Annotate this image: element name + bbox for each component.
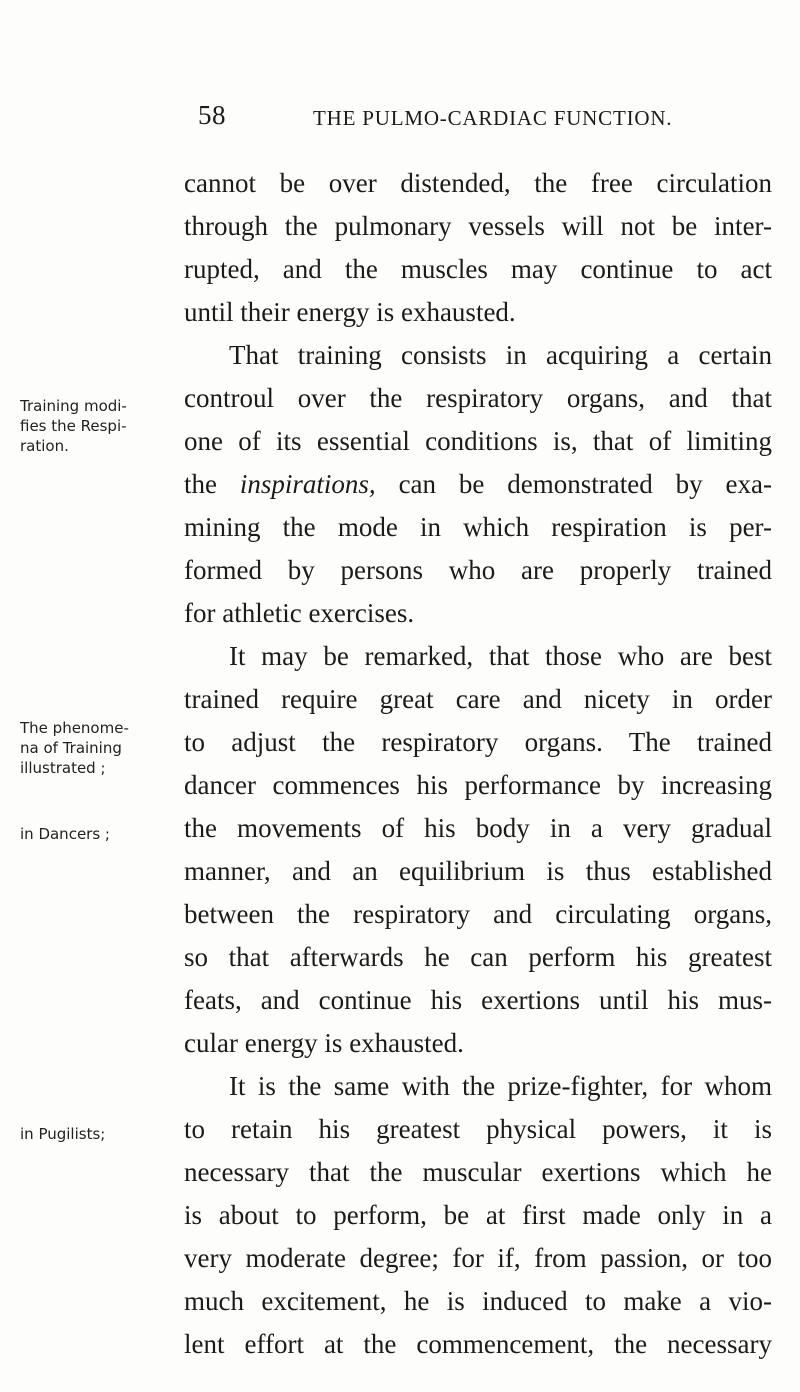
margin-note-dancers bbox=[20, 824, 160, 844]
text-line: to adjust the respiratory organs. The trained bbox=[184, 727, 772, 757]
margin-note-text: in Pugilists; bbox=[20, 1125, 106, 1143]
running-head: THE PULMO-CARDIAC FUNCTION. bbox=[313, 106, 673, 130]
text-line: manner, and an equilibrium is thus established bbox=[184, 856, 772, 886]
text-line: It is the same with the prize-fighter, for whom bbox=[229, 1071, 772, 1101]
margin-note-text: The phenome- na of Training illustrated ; bbox=[20, 719, 129, 777]
text-line: rupted, and the muscles may continue to act bbox=[184, 254, 772, 284]
margin-note-phenomena bbox=[20, 718, 160, 778]
margin-note-text: Training modi- fies the Respi- ration. bbox=[20, 397, 127, 455]
text-line: That training consists in acquiring a certain bbox=[229, 340, 772, 370]
text-line: is about to perform, be at first made only in a bbox=[184, 1200, 772, 1230]
text-line: trained require great care and nicety in order bbox=[184, 684, 772, 714]
text-line: cular energy is exhausted. bbox=[184, 1028, 464, 1058]
text-line: one of its essential conditions is, that of limiting bbox=[184, 426, 772, 456]
italic-term: inspirations, bbox=[239, 469, 376, 499]
margin-note-line bbox=[20, 396, 160, 456]
text-line: through the pulmonary vessels will not be inter- bbox=[184, 211, 772, 241]
margin-note-text: in Dancers ; bbox=[20, 825, 110, 843]
text-line: until their energy is exhausted. bbox=[184, 297, 516, 327]
text-line: to retain his greatest physical powers, it is bbox=[184, 1114, 772, 1144]
text-line: It may be remarked, that those who are best bbox=[229, 641, 772, 671]
text-line: lent effort at the commencement, the necessary bbox=[184, 1329, 772, 1359]
text-line: much excitement, he is induced to make a vio- bbox=[184, 1286, 772, 1316]
text-run: can be demonstrated by exa- bbox=[375, 469, 772, 499]
text-line: mining the mode in which respiration is per- bbox=[184, 512, 772, 542]
margin-note-pugilists bbox=[20, 1124, 160, 1144]
text-line: between the respiratory and circulating organs, bbox=[184, 899, 772, 929]
text-line: cannot be over distended, the free circulation bbox=[184, 168, 772, 198]
text-line: the movements of his body in a very gradual bbox=[184, 813, 772, 843]
text-line: formed by persons who are properly trained bbox=[184, 555, 772, 585]
text-line: for athletic exercises. bbox=[184, 598, 415, 628]
text-line-mixed bbox=[184, 469, 772, 509]
margin-note-training bbox=[20, 396, 160, 456]
text-line: controul over the respiratory organs, and that bbox=[184, 383, 772, 413]
text-line: feats, and continue his exertions until his mus- bbox=[184, 985, 772, 1015]
text-line: necessary that the muscular exertions which he bbox=[184, 1157, 772, 1187]
text-run: the bbox=[184, 469, 240, 499]
page-number: 58 bbox=[198, 100, 226, 130]
page-header bbox=[198, 100, 773, 140]
text-line: so that afterwards he can perform his greatest bbox=[184, 942, 772, 972]
text-line: very moderate degree; for if, from passion, or too bbox=[184, 1243, 772, 1273]
text-line: dancer commences his performance by increasing bbox=[184, 770, 772, 800]
